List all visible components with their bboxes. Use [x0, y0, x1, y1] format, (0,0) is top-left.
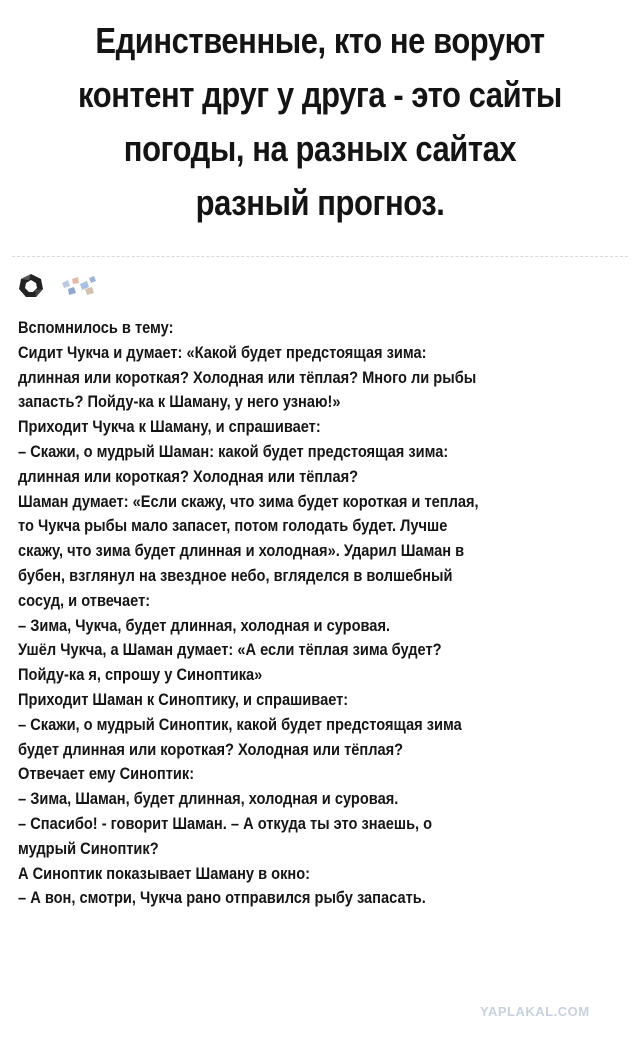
headline-line-1: Единственные, кто не воруют — [95, 20, 545, 61]
site-watermark: YAPLAKAL.COM — [480, 1004, 590, 1019]
post-line: Шаман думает: «Если скажу, что зима будет короткая и теплая, — [18, 491, 479, 511]
headline-line-3: погоды, на разных сайтах — [123, 128, 517, 169]
post-line: длинная или короткая? Холодная или тёплая? Много ли рыбы — [18, 367, 477, 387]
headline-line-4: разный прогноз. — [195, 182, 445, 223]
section-divider — [12, 256, 628, 257]
post-line: – Спасибо! - говорит Шаман. – А откуда ты это знаешь, о — [18, 813, 433, 833]
post-line: то Чукча рыбы мало запасет, потом голодать будет. Лучше — [18, 516, 448, 536]
post-line: Сидит Чукча и думает: «Какой будет предстоящая зима: — [18, 342, 427, 362]
post-line: Пойду-ка я, спрошу у Синоптика» — [18, 665, 263, 685]
spinner-ring-avatar-icon[interactable] — [18, 273, 44, 299]
headline — [45, 14, 595, 230]
post-line: запасть? Пойду-ка к Шаману, у него узнаю!» — [18, 392, 341, 412]
post-line: – Зима, Чукча, будет длинная, холодная и суровая. — [18, 615, 391, 635]
post-line: Приходит Шаман к Синоптику, и спрашивает: — [18, 689, 349, 709]
post-body — [18, 316, 620, 911]
post-line: сосуд, и отвечает: — [18, 590, 151, 610]
post-line: – Зима, Шаман, будет длинная, холодная и суровая. — [18, 789, 399, 809]
headline-line-2: контент друг у друга - это сайты — [78, 74, 562, 115]
post-line: Отвечает ему Синоптик: — [18, 764, 195, 784]
post-line: – А вон, смотри, Чукча рано отправился рыбу запасать. — [18, 888, 426, 908]
post-line: А Синоптик показывает Шаману в окно: — [18, 863, 311, 883]
post-line: Ушёл Чукча, а Шаман думает: «А если тёплая зима будет? — [18, 640, 442, 660]
post-line: будет длинная или короткая? Холодная или тёплая? — [18, 739, 404, 759]
post-line: – Скажи, о мудрый Синоптик, какой будет предстоящая зима — [18, 714, 462, 734]
post-line: Приходит Чукча к Шаману, и спрашивает: — [18, 417, 321, 437]
confetti-sticker-icon — [58, 275, 98, 297]
post-header — [18, 271, 218, 301]
post-line: Вспомнилось в тему: — [18, 318, 174, 337]
post-line: скажу, что зима будет длинная и холодная». Ударил Шаман в — [18, 541, 465, 561]
post-line: мудрый Синоптик? — [18, 838, 159, 858]
post-line: длинная или короткая? Холодная или тёплая? — [18, 466, 359, 486]
post-line: бубен, взглянул на звездное небо, вгляделся в волшебный — [18, 565, 453, 585]
post-line: – Скажи, о мудрый Шаман: какой будет предстоящая зима: — [18, 441, 449, 461]
